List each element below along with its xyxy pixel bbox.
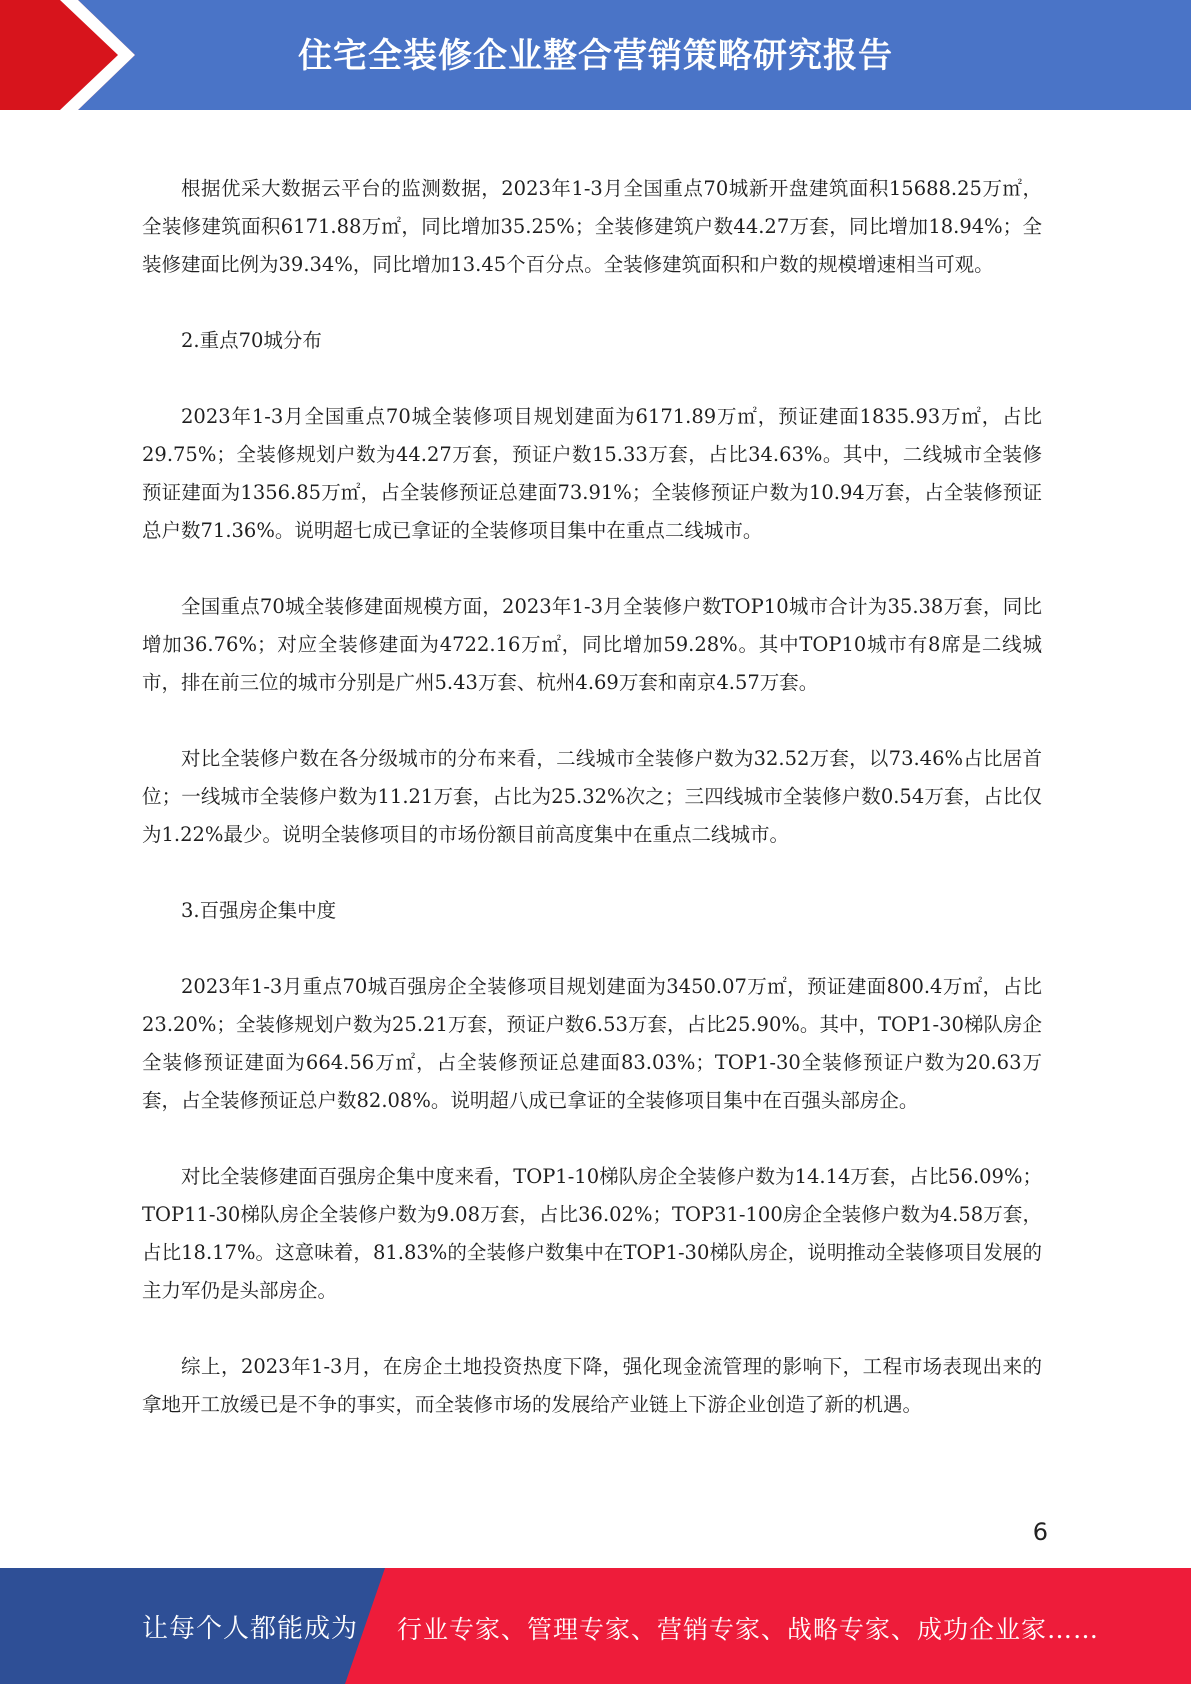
paragraph-top10-cities: 全国重点70城全装修建面规模方面，2023年1-3月全装修户数TOP10城市合计为35.38万套，同比增加36.76%；对应全装修建面为4722.16万㎡，同比增加59.28%。其中TOP10城市有8席是二线城市，排在前三位的城市分别是广州5.43万套、杭州4.69万套和南京4.57万套。 (142, 595, 1042, 694)
page-footer (0, 1568, 1191, 1684)
report-title: 住宅全装修企业整合营销策略研究报告 (298, 36, 893, 76)
paragraph-conclusion: 综上，2023年1-3月，在房企土地投资热度下降，强化现金流管理的影响下，工程市场表现出来的拿地开工放缓已是不争的事实，而全装修市场的发展给产业链上下游企业创造了新的机遇。 (142, 1355, 1042, 1416)
paragraph-city-tier-distribution: 对比全装修户数在各分级城市的分布来看，二线城市全装修户数为32.52万套，以73.46%占比居首位；一线城市全装修户数为11.21万套，占比为25.32%次之；三四线城市全装修户数0.54万套，占比仅为1.22%最少。说明全装修项目的市场份额目前高度集中在重点二线城市。 (142, 747, 1042, 846)
footer-slogan-right: 行业专家、管理专家、营销专家、战略专家、成功企业家…… (397, 1615, 1100, 1644)
page-header (0, 0, 1191, 110)
paragraph-top100-developers: 2023年1-3月重点70城百强房企全装修项目规划建面为3450.07万㎡，预证建面800.4万㎡，占比23.20%；全装修规划户数为25.21万套，预证户数6.53万套，占比25.90%。其中，TOP1-30梯队房企全装修预证建面为664.56万㎡，占全装修预证总建面83.03%；TOP1-30全装修预证户数为20.63万套，占全装修预证总户数82.08%。说明超八成已拿证的全装修项目集中在百强头部房企。 (142, 975, 1042, 1112)
page-number: 6 (1032, 1518, 1048, 1546)
section-heading-top100-developers: 3.百强房企集中度 (181, 899, 337, 922)
section-heading-70-cities: 2.重点70城分布 (181, 329, 322, 352)
document-body (142, 170, 1042, 1462)
paragraph-overview: 根据优采大数据云平台的监测数据，2023年1-3月全国重点70城新开盘建筑面积15688.25万㎡，全装修建筑面积6171.88万㎡，同比增加35.25%；全装修建筑户数44.27万套，同比增加18.94%；全装修建面比例为39.34%，同比增加13.45个百分点。全装修建筑面积和户数的规模增速相当可观。 (142, 177, 1042, 276)
footer-slogan-left: 让每个人都能成为 (142, 1614, 359, 1644)
paragraph-70-cities-distribution: 2023年1-3月全国重点70城全装修项目规划建面为6171.89万㎡，预证建面1835.93万㎡，占比29.75%；全装修规划户数为44.27万套，预证户数15.33万套，占比34.63%。其中，二线城市全装修预证建面为1356.85万㎡，占全装修预证总建面73.91%；全装修预证户数为10.94万套，占全装修预证总户数71.36%。说明超七成已拿证的全装修项目集中在重点二线城市。 (142, 405, 1042, 542)
paragraph-developer-concentration: 对比全装修建面百强房企集中度来看，TOP1-10梯队房企全装修户数为14.14万套，占比56.09%；TOP11-30梯队房企全装修户数为9.08万套，占比36.02%；TOP31-100房企全装修户数为4.58万套，占比18.17%。这意味着，81.83%的全装修户数集中在TOP1-30梯队房企，说明推动全装修项目发展的主力军仍是头部房企。 (142, 1165, 1042, 1302)
